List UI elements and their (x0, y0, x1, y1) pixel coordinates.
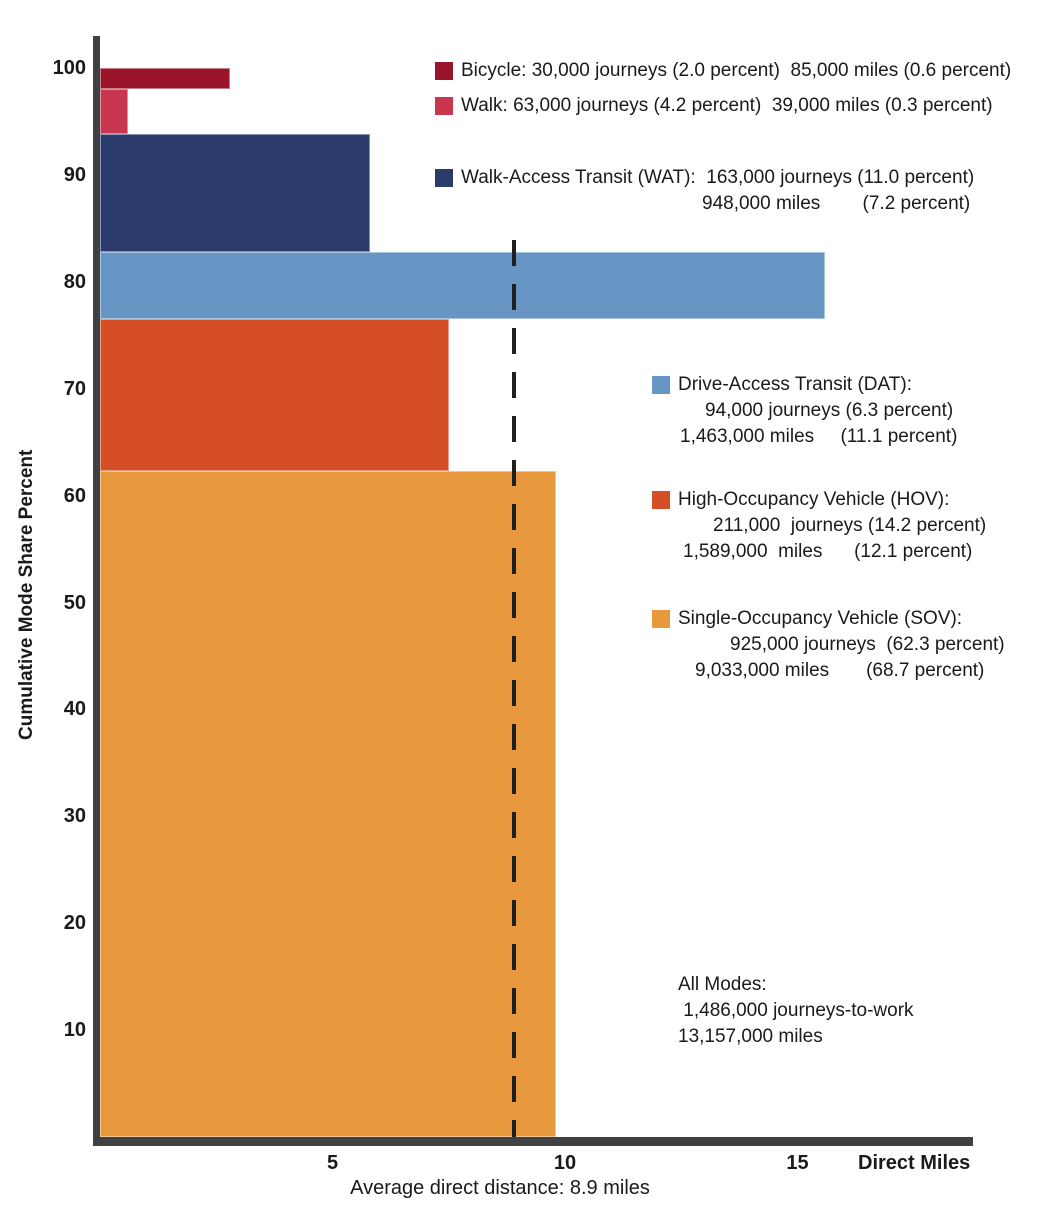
legend-hov-row (652, 487, 986, 513)
bicycle-swatch-icon (435, 62, 453, 80)
legend-walk-row (435, 93, 993, 119)
average-distance-dashed-line (512, 240, 516, 1137)
legend-sov-line-2: 925,000 journeys (62.3 percent) (730, 634, 1005, 655)
legend-hov-line-1: High-Occupancy Vehicle (HOV): (678, 489, 950, 510)
bar-high-occupancy-vehicle-hov (100, 319, 449, 471)
legend-sov (652, 606, 1005, 684)
y-tick-30: 30 (63, 805, 86, 828)
y-tick-20: 20 (63, 912, 86, 935)
legend-all-modes (678, 972, 914, 1050)
y-tick-50: 50 (63, 591, 86, 614)
wat-swatch-icon (435, 169, 453, 187)
x-tick-10: 10 (553, 1152, 577, 1174)
legend-hov-line-3: 1,589,000 miles (12.1 percent) (683, 541, 973, 562)
legend-wat (435, 165, 974, 217)
legend-wat-line-2: 948,000 miles (7.2 percent) (702, 193, 971, 214)
legend-dat-row (652, 372, 957, 398)
y-tick-70: 70 (63, 377, 86, 400)
legend-all-modes-line-3: 13,157,000 miles (678, 1026, 823, 1047)
dat-swatch-icon (652, 376, 670, 394)
legend-dat-line-1: Drive-Access Transit (DAT): (678, 374, 913, 395)
bar-bicycle (100, 68, 230, 89)
legend-hov (652, 487, 986, 565)
legend-sov-line-1: Single-Occupancy Vehicle (SOV): (678, 608, 963, 629)
y-axis-line (93, 36, 100, 1146)
y-tick-90: 90 (63, 163, 86, 186)
walk-swatch-icon (435, 97, 453, 115)
y-axis-title: Cumulative Mode Share Percent (16, 449, 37, 740)
legend-sov-row (652, 606, 1005, 632)
x-tick-15: 15 (786, 1152, 809, 1174)
y-tick-40: 40 (63, 698, 86, 721)
x-axis-title: Direct Miles (858, 1152, 971, 1174)
legend-wat-row (435, 165, 974, 191)
legend-all-modes-line-2: 1,486,000 journeys-to-work (678, 1000, 914, 1021)
legend-sov-line-3: 9,033,000 miles (68.7 percent) (695, 660, 985, 681)
hov-swatch-icon (652, 491, 670, 509)
legend-walk (435, 93, 993, 119)
y-tick-60: 60 (63, 484, 86, 507)
legend-dat-line-3: 1,463,000 miles (11.1 percent) (680, 426, 958, 447)
legend-dat (652, 372, 957, 450)
legend-dat-line-2: 94,000 journeys (6.3 percent) (705, 400, 954, 421)
y-tick-100: 100 (52, 57, 86, 79)
legend-wat-line-1: Walk-Access Transit (WAT): 163,000 journeys (11.0 percent) (461, 167, 975, 188)
y-tick-80: 80 (63, 270, 86, 293)
legend-bicycle (435, 58, 1011, 84)
x-axis-line (93, 1137, 973, 1146)
bar-walk (100, 89, 128, 134)
bar-walk-access-transit-wat (100, 134, 370, 252)
bar-drive-access-transit-dat (100, 252, 825, 319)
bar-single-occupancy-vehicle-sov (100, 471, 556, 1137)
average-distance-caption: Average direct distance: 8.9 miles (350, 1177, 650, 1199)
legend-bicycle-row (435, 58, 1011, 84)
legend-all-modes-line-1: All Modes: (678, 974, 767, 995)
x-tick-5: 5 (326, 1152, 339, 1174)
sov-swatch-icon (652, 610, 670, 628)
y-tick-10: 10 (63, 1019, 86, 1042)
legend-walk-line-1: Walk: 63,000 journeys (4.2 percent) 39,000 miles (0.3 percent) (461, 95, 993, 116)
legend-hov-line-2: 211,000 journeys (14.2 percent) (713, 515, 987, 536)
legend-bicycle-line-1: Bicycle: 30,000 journeys (2.0 percent) 85,000 miles (0.6 percent) (461, 60, 1012, 81)
